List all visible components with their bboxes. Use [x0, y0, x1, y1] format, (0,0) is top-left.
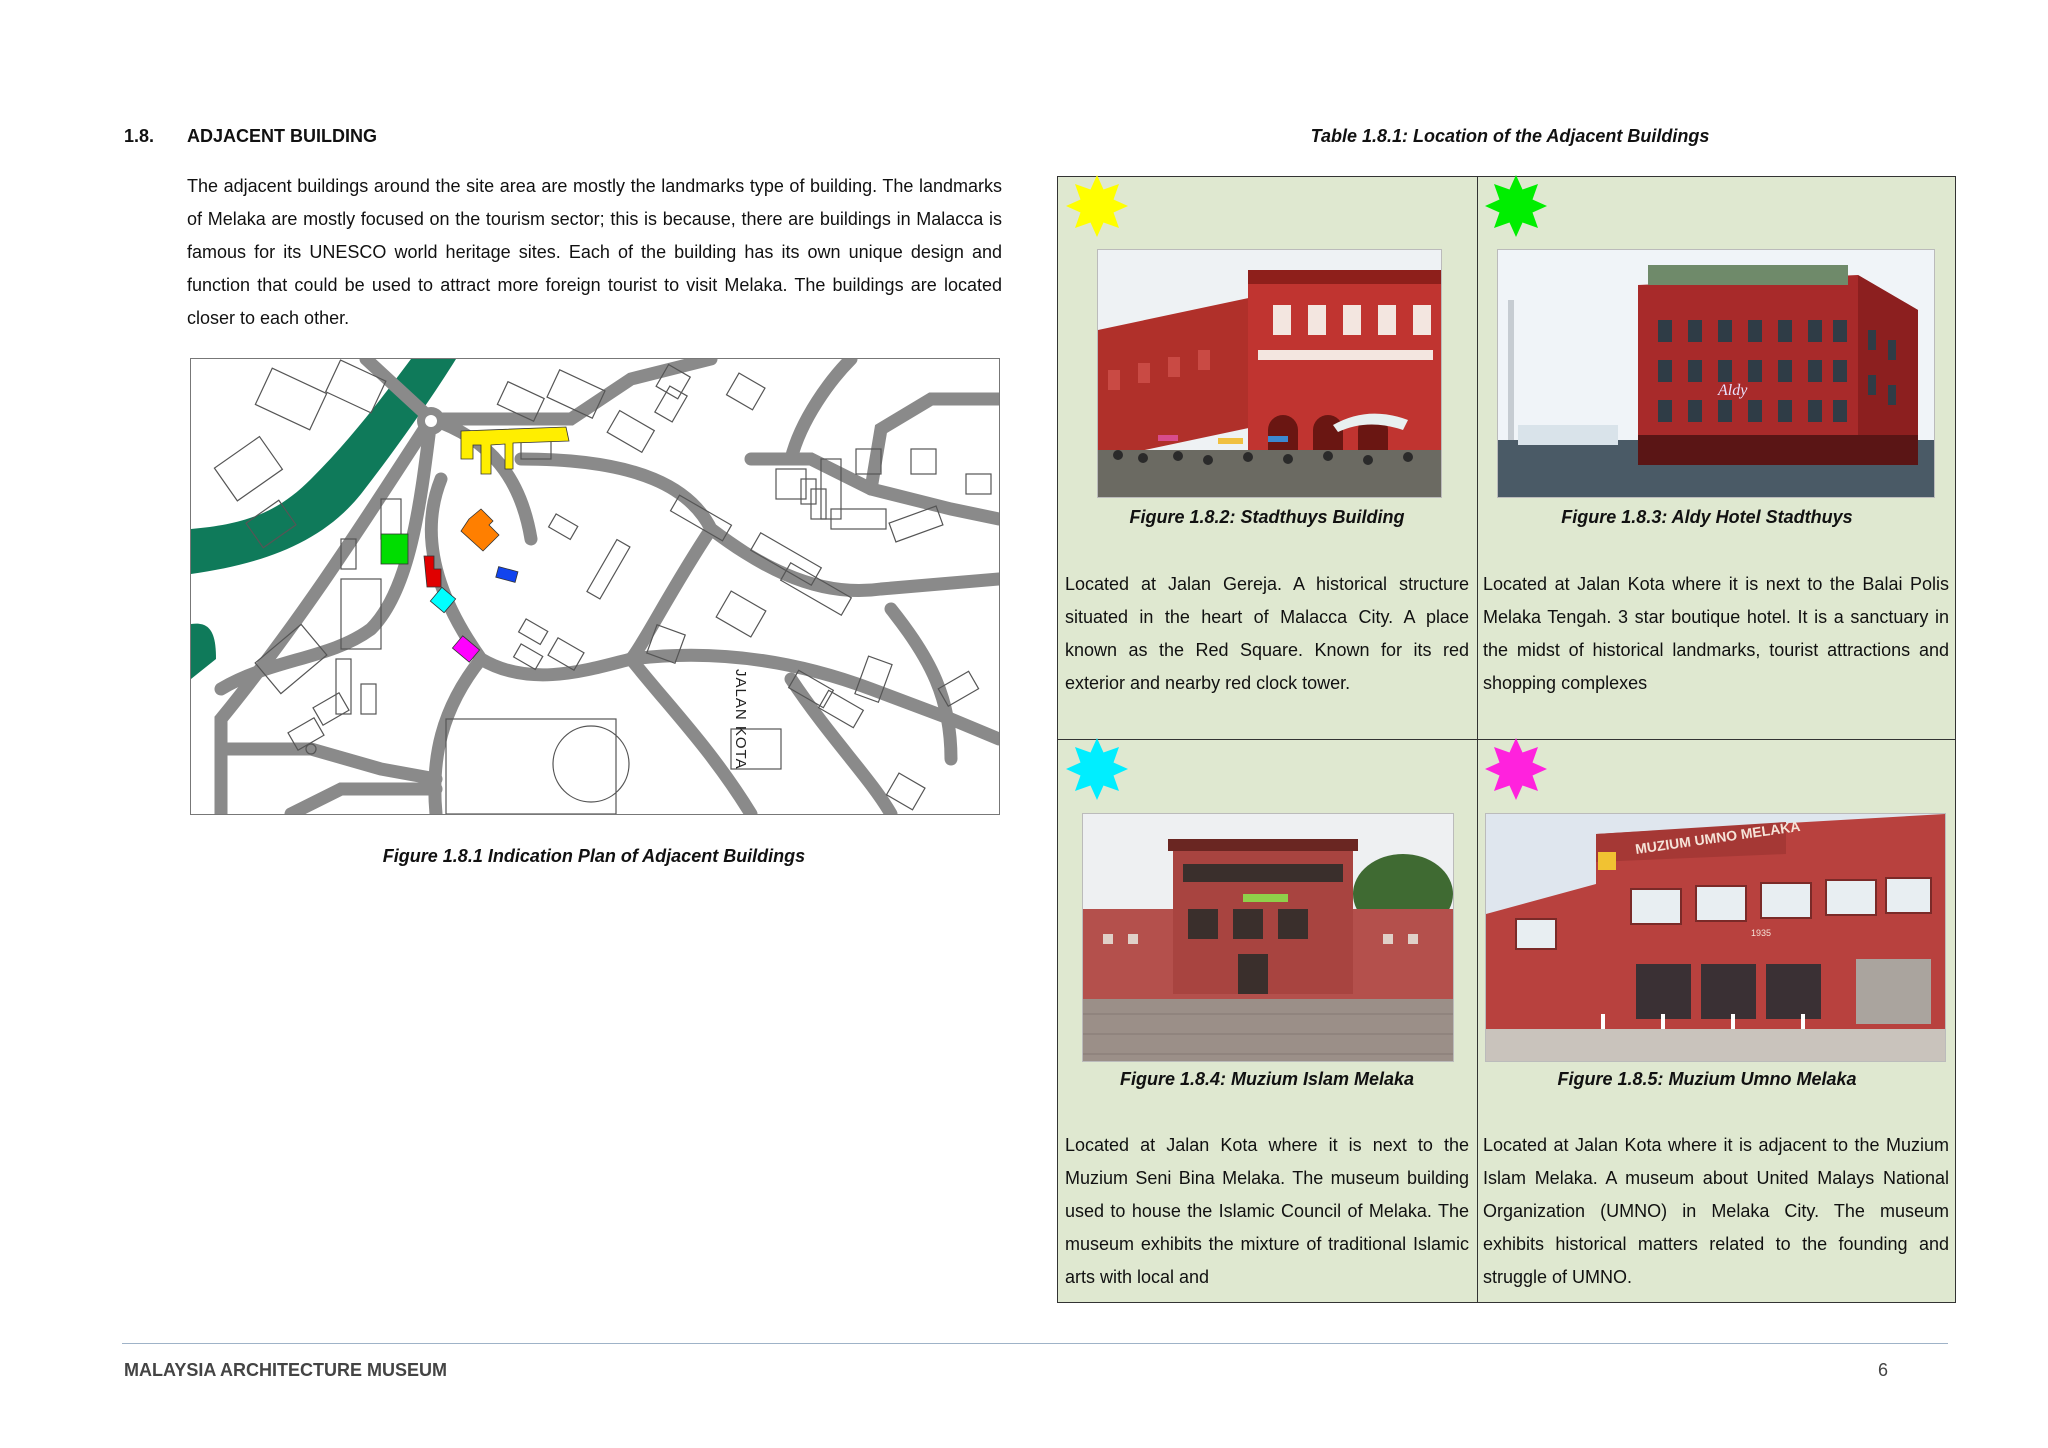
description-stadthuys: Located at Jalan Gereja. A historical structure situated in the heart of Malacca City. A place known as the Red Square. Known for its red exterior and nearby red clock tower.: [1065, 574, 1469, 693]
umno-museum-sign: MUZIUM UMNO MELAKA: [1634, 817, 1802, 857]
figure-caption-muzium-islam: Figure 1.8.4: Muzium Islam Melaka: [1119, 1069, 1415, 1089]
figure-caption-aldy-hotel: Figure 1.8.3: Aldy Hotel Stadthuys: [1561, 507, 1853, 527]
river-bottom: [191, 624, 216, 679]
aldy-hotel-photo: [1497, 249, 1935, 498]
muzium-islam-photo: [1082, 813, 1454, 1062]
green-star-icon: [1485, 175, 1547, 237]
section-number: 1.8.: [124, 126, 155, 146]
orange-building-marker: [461, 509, 499, 551]
indication-plan-map: [190, 358, 1000, 815]
road-label-jalan-kota: JALAN KOTA: [732, 669, 749, 770]
table-caption: Table 1.8.1: Location of the Adjacent Buildings: [1310, 126, 1710, 146]
figure-caption-stadthuys: Figure 1.8.2: Stadthuys Building: [1129, 507, 1405, 527]
description-muzium-islam: Located at Jalan Kota where it is next to the Muzium Seni Bina Melaka. The museum building used to house the Islamic Council of Melaka. The museum exhibits the mixture of traditional Islamic arts with local and: [1065, 1135, 1469, 1287]
section-paragraph: The adjacent buildings around the site area are mostly the landmarks type of building. The landmarks of Melaka are mostly focused on the tourism sector; this is because, there are buildings in Malacca is famous for its UNESCO world heritage sites. Each of the building has its own unique design and function that could be used to attract more foreign tourist to visit Melaka. The buildings are located closer to each other.: [187, 176, 1002, 328]
green-building-marker: [381, 534, 408, 564]
blue-building-marker: [496, 567, 518, 583]
magenta-star-icon: [1485, 738, 1547, 800]
muzium-umno-photo: [1485, 813, 1946, 1062]
page-number: 6: [1878, 1360, 1889, 1380]
figure-caption-muzium-umno: Figure 1.8.5: Muzium Umno Melaka: [1557, 1069, 1857, 1089]
stadthuys-building-photo: [1097, 249, 1442, 498]
map-figure-caption: Figure 1.8.1 Indication Plan of Adjacent Buildings: [382, 846, 806, 866]
aldy-sign: Aldy: [1718, 382, 1748, 399]
description-muzium-umno: Located at Jalan Kota where it is adjacent to the Muzium Islam Melaka. A museum about United Malays National Organization (UMNO) in Melaka City. The museum exhibits historical matters related to the founding and struggle of UMNO.: [1483, 1135, 1949, 1287]
description-aldy-hotel: Located at Jalan Kota where it is next to the Balai Polis Melaka Tengah. 3 star boutique hotel. It is a sanctuary in the midst of historical landmarks, tourist attractions and shopping complexes: [1483, 574, 1949, 693]
section-title: ADJACENT BUILDING: [187, 126, 378, 146]
cyan-star-icon: [1066, 738, 1128, 800]
umno-year-label: 1935: [1751, 928, 1772, 938]
yellow-star-icon: [1066, 175, 1128, 237]
footer-title: MALAYSIA ARCHITECTURE MUSEUM: [124, 1360, 448, 1380]
footer-divider: [122, 1343, 1948, 1344]
